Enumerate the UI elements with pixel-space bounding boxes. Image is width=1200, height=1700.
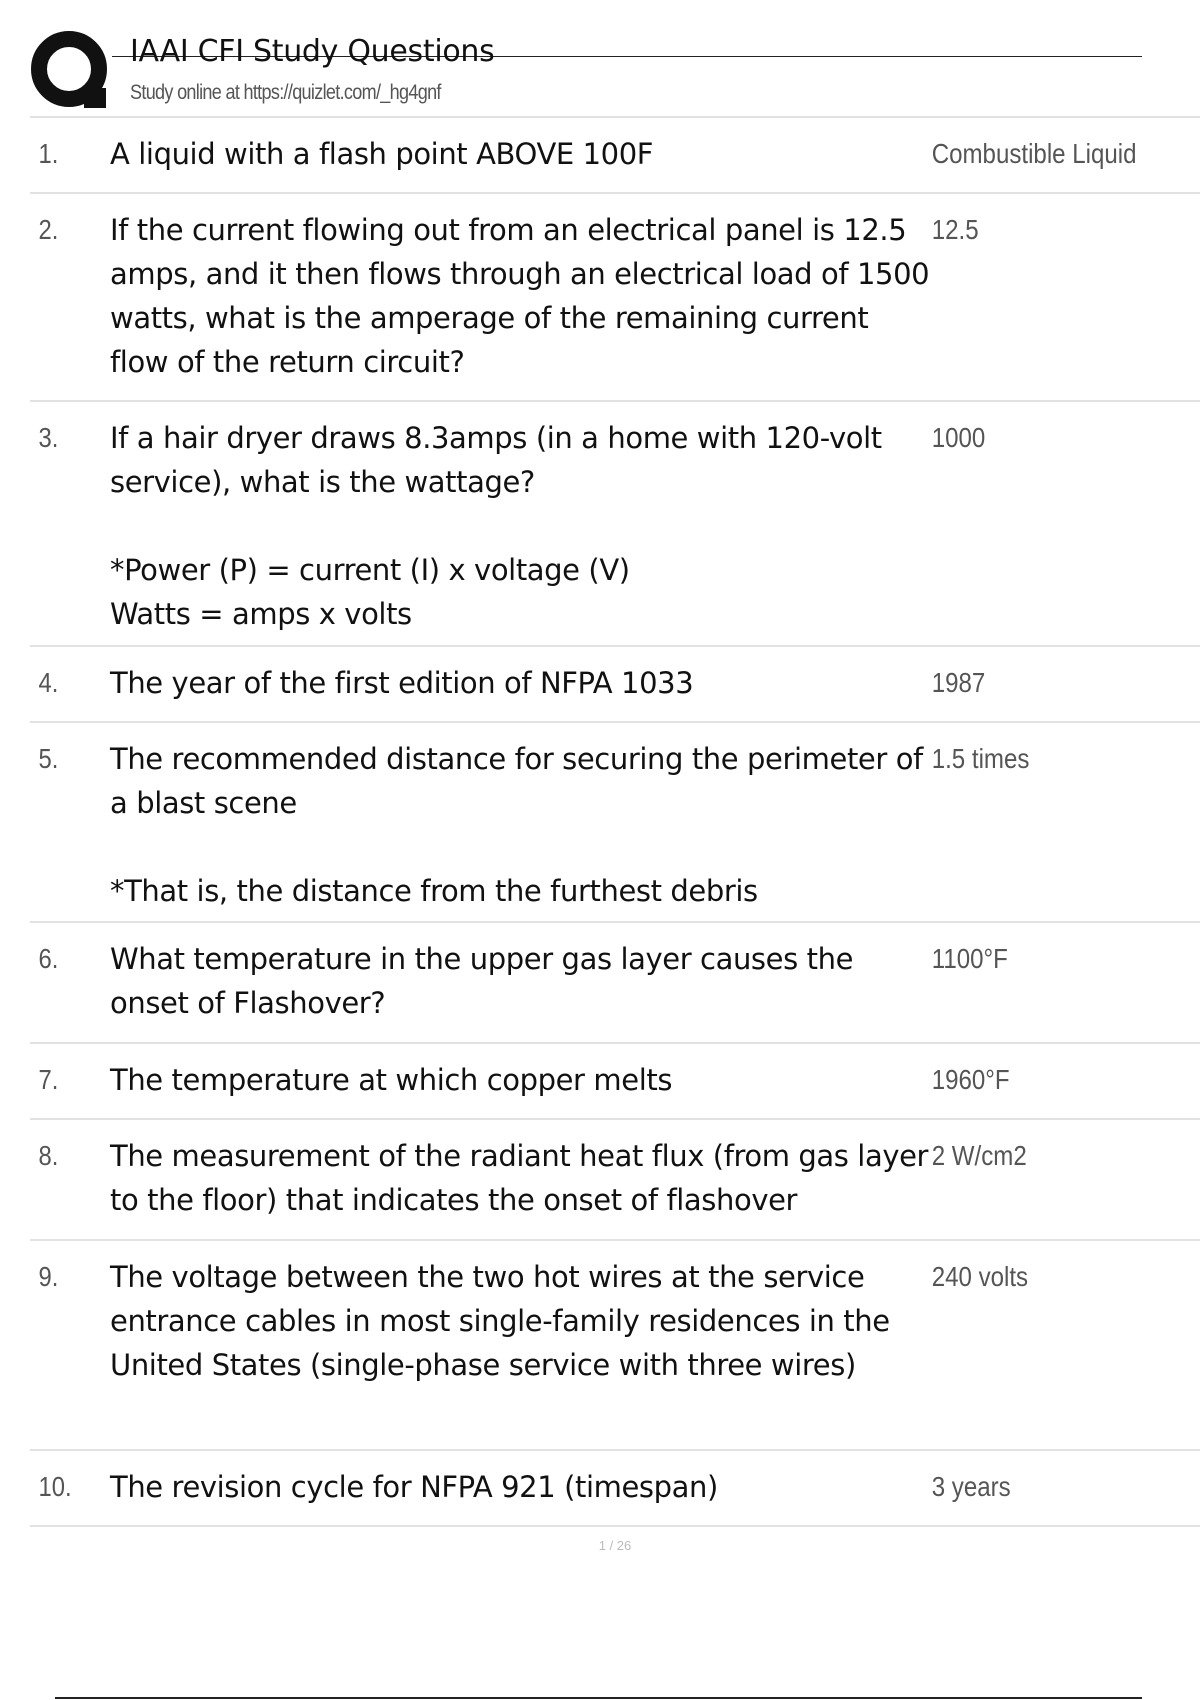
question-list: [30, 116, 1200, 1527]
question-text: The voltage between the two hot wires at the service entrance cables in most single-family residences in the United States (single-phase service with three wires): [110, 1260, 890, 1382]
question-number: 2.: [38, 214, 59, 245]
question-text: The temperature at which copper melts: [110, 1063, 673, 1097]
question-text: A liquid with a flash point ABOVE 100F: [110, 137, 654, 171]
page-number: 1 / 26: [598, 1538, 632, 1553]
question-number: 7.: [38, 1064, 59, 1095]
bottom-rule: [55, 1697, 1142, 1699]
question-number: 3.: [38, 422, 59, 453]
question-text: The recommended distance for securing the perimeter of a blast scene *That is, the distance from the furthest debris: [110, 742, 923, 908]
question-answer: 1960°F: [931, 1064, 1010, 1095]
question-text: What temperature in the upper gas layer causes the onset of Flashover?: [110, 942, 854, 1020]
question-number: 8.: [38, 1140, 59, 1171]
study-online-url: Study online at https://quizlet.com/_hg4gnf: [130, 81, 441, 104]
question-answer: 3 years: [931, 1471, 1011, 1502]
question-answer: 12.5: [931, 214, 979, 245]
question-number: 1.: [38, 138, 59, 169]
question-text: The measurement of the radiant heat flux (from gas layer to the floor) that indicates the onset of flashover: [110, 1139, 929, 1217]
question-answer: 1.5 times: [931, 743, 1030, 774]
quizlet-logo-icon: [30, 30, 112, 112]
question-row: [30, 923, 1200, 1044]
question-row: [30, 1451, 1200, 1527]
question-number: 6.: [38, 943, 59, 974]
question-answer: 240 volts: [931, 1261, 1029, 1292]
question-text: If a hair dryer draws 8.3amps (in a home with 120-volt service), what is the wattage? *Power (P) = current (I) x voltage (V) Watts = amps x volts: [110, 421, 882, 631]
question-answer: 1000: [931, 422, 986, 453]
question-row: [30, 194, 1200, 402]
question-text: If the current flowing out from an electrical panel is 12.5 amps, and it then flows through an electrical load of 1500 watts, what is the amperage of the remaining current flow of the return circuit?: [110, 213, 930, 379]
question-row: [30, 1120, 1200, 1241]
question-row: [30, 118, 1200, 194]
question-answer: 1987: [931, 667, 986, 698]
question-number: 5.: [38, 743, 59, 774]
question-text: The revision cycle for NFPA 921 (timespan): [110, 1470, 718, 1504]
page-title: IAAI CFI Study Questions: [130, 34, 495, 69]
question-answer: 2 W/cm2: [931, 1140, 1027, 1171]
question-row: [30, 647, 1200, 723]
question-number: 9.: [38, 1261, 59, 1292]
question-number: 10.: [38, 1471, 72, 1502]
question-answer: 1100°F: [931, 943, 1008, 974]
question-row: [30, 402, 1200, 647]
question-row: [30, 1241, 1200, 1451]
question-answer: Combustible Liquid: [931, 138, 1137, 169]
question-row: [30, 1044, 1200, 1120]
question-text: The year of the first edition of NFPA 1033: [110, 666, 694, 700]
question-row: [30, 723, 1200, 923]
question-number: 4.: [38, 667, 59, 698]
